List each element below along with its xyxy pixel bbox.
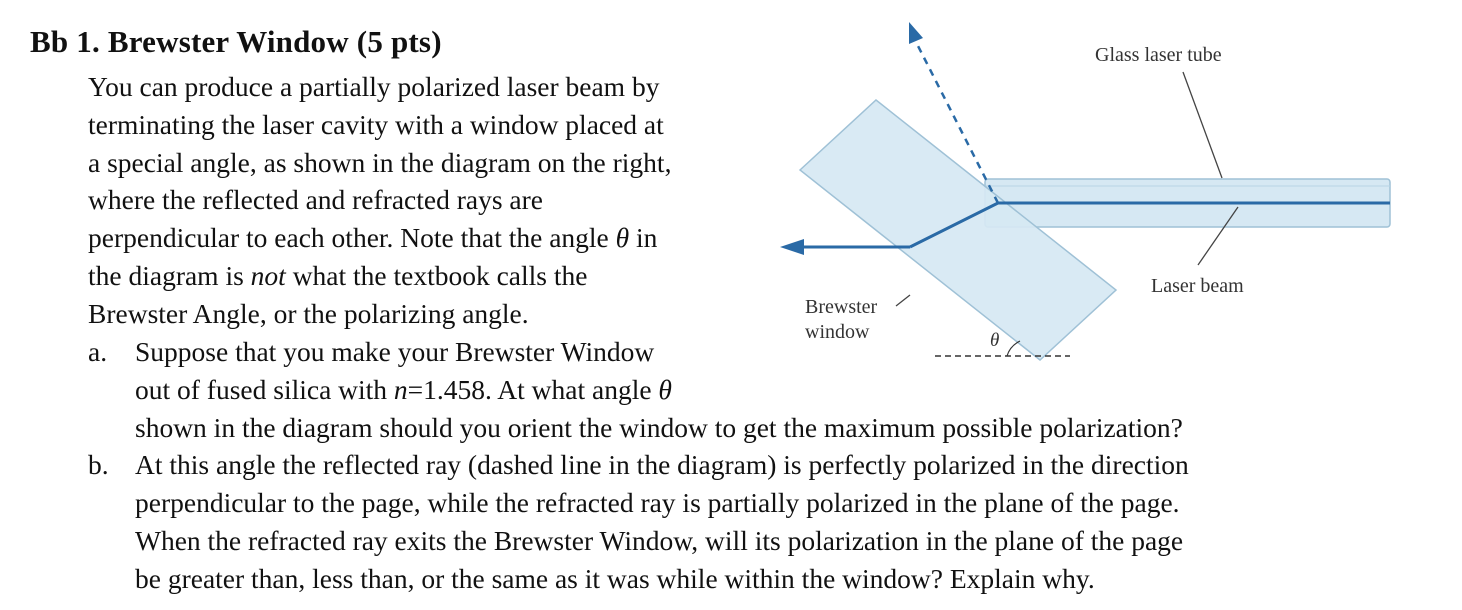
part-a-line-2-text: out of fused silica with [135, 373, 394, 405]
intro-line-6 [88, 257, 788, 295]
tube-leader-line [1183, 72, 1222, 178]
part-b-line-4: be greater than, less than, or the same as it was while within the window? Explain why. [135, 562, 1095, 594]
problem-heading: Bb 1. Brewster Window (5 pts) [30, 24, 442, 59]
emphasis-not: not [250, 259, 286, 291]
part-a-marker: a. [88, 336, 108, 367]
window-leader-line [896, 295, 910, 306]
part-b-line-2: perpendicular to the page, while the refracted ray is partially polarized in the plane of the page. [135, 487, 1180, 519]
intro-paragraph [88, 68, 788, 333]
intro-line-5 [88, 219, 788, 257]
intro-line-3: a special angle, as shown in the diagram on the right, [88, 146, 672, 178]
brewster-window-diagram [770, 10, 1410, 370]
part-b-line-1: At this angle the reflected ray (dashed line in the diagram) is perfectly polarized in the direction [135, 449, 1189, 481]
variable-n: n [393, 373, 408, 405]
intro-line-1: You can produce a partially polarized laser beam by [88, 71, 660, 102]
label-laser-beam: Laser beam [1151, 275, 1244, 297]
part-a-line-2-mid: =1.458. At what angle [407, 373, 659, 405]
part-a-line-3: shown in the diagram should you orient the window to get the maximum possible polarization? [135, 411, 1183, 443]
intro-line-5-text: perpendicular to each other. Note that the angle [88, 222, 616, 254]
part-b-marker: b. [88, 449, 109, 481]
theta-label: θ [990, 330, 1000, 351]
label-glass-laser-tube: Glass laser tube [1095, 44, 1222, 66]
intro-line-6-end: what the textbook calls the [285, 259, 588, 291]
intro-line-5-end: in [629, 222, 658, 254]
label-brewster-window-2: window [805, 321, 870, 343]
theta-symbol: θ [615, 222, 630, 254]
theta-symbol: θ [658, 373, 672, 405]
intro-line-7: Brewster Angle, or the polarizing angle. [88, 297, 529, 329]
part-b-line-3: When the refracted ray exits the Brewster Window, will its polarization in the plane of the page [135, 524, 1184, 556]
intro-line-6-text: the diagram is [88, 259, 251, 291]
part-a-line-1: Suppose that you make your Brewster Window [135, 336, 655, 367]
part-b [88, 446, 1458, 597]
reflected-ray-arrowhead-icon [909, 22, 923, 44]
intro-line-4: where the reflected and refracted rays are [88, 184, 543, 216]
intro-line-2: terminating the laser cavity with a window placed at [88, 108, 664, 140]
part-a-line-2 [135, 371, 1458, 409]
exit-ray-arrowhead-icon [780, 239, 804, 255]
question-parts [88, 333, 1458, 598]
label-brewster-window-1: Brewster [805, 296, 878, 318]
